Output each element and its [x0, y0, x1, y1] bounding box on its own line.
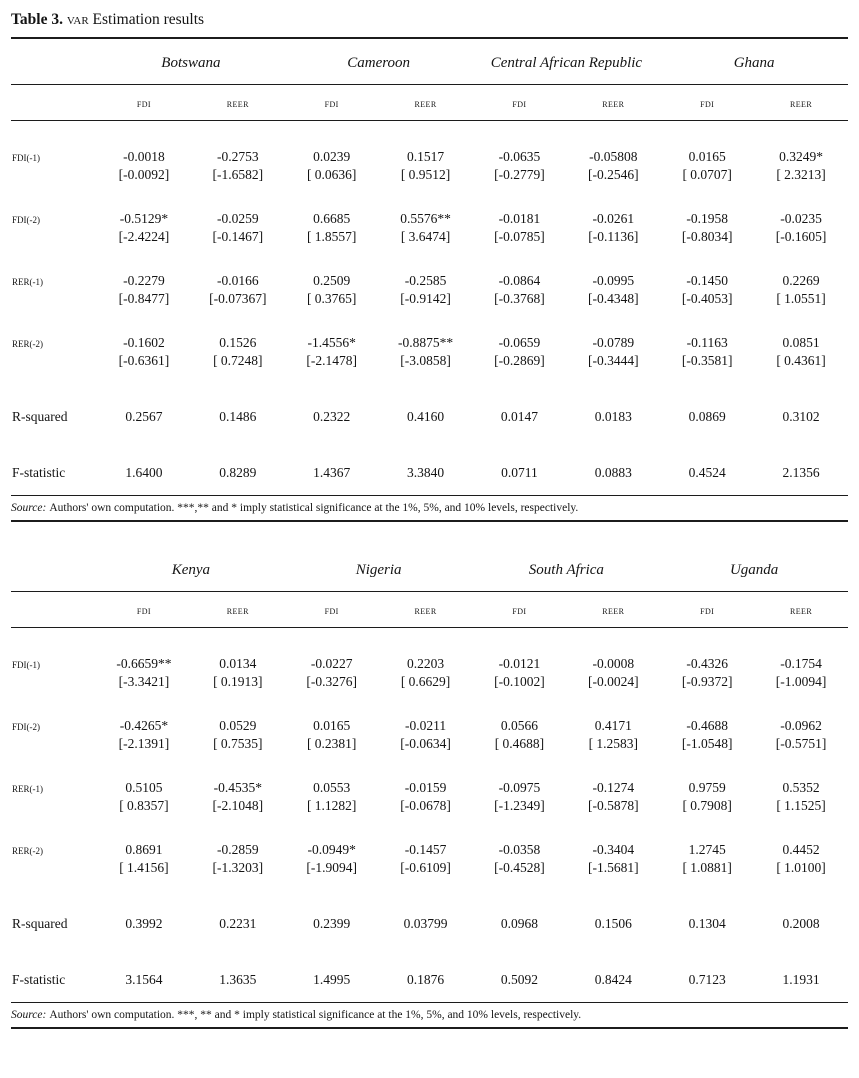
stat-value: 0.2567: [125, 409, 163, 424]
coefficient-value: -0.0227: [310, 656, 353, 671]
row-label-empty: [11, 672, 97, 690]
t-statistic-value: [ 0.9512]: [400, 167, 451, 182]
stat-value: 0.1486: [219, 409, 257, 424]
coefficient-value: -0.1457: [404, 842, 447, 857]
variable-header-row: [11, 592, 848, 628]
t-statistic-value: [-0.0024]: [588, 674, 639, 689]
coefficient-value: 0.0165: [313, 718, 351, 733]
coefficient-value: -0.0159: [404, 780, 447, 795]
t-statistic-row: [11, 858, 848, 876]
coefficient-value: -0.0121: [498, 656, 541, 671]
source-label: Source:: [11, 502, 47, 514]
t-statistic-value: [ 0.2381]: [306, 736, 357, 751]
t-statistic-value: [ 1.0551]: [776, 291, 826, 306]
variable-header: REER: [566, 85, 660, 121]
row-label-empty: [11, 165, 97, 183]
row-label: RER(-1): [12, 273, 43, 288]
stat-value: 1.6400: [97, 425, 191, 496]
t-statistic-value: [-0.4348]: [588, 291, 639, 306]
t-statistic-value: [-0.1136]: [588, 229, 639, 244]
t-statistic-value: [-3.0858]: [400, 353, 451, 368]
coefficient-value: -0.0962: [780, 718, 822, 733]
coefficient-value: -0.0358: [498, 842, 541, 857]
t-statistic-value: [-0.07367]: [209, 291, 267, 306]
row-label: RER(-2): [12, 842, 43, 857]
row-label-empty: [11, 734, 97, 752]
coefficient-value: -0.1450: [686, 273, 728, 288]
coefficient-value: 0.5352: [782, 780, 820, 795]
variable-header: REER: [754, 85, 848, 121]
t-statistic-value: [-0.3276]: [306, 674, 357, 689]
coefficient-value: -0.0018: [123, 149, 165, 164]
table-title-acronym: VAR: [66, 11, 89, 28]
t-statistic-row: [11, 796, 848, 814]
coefficient-value: 0.1526: [219, 335, 257, 350]
source-note: [11, 1003, 848, 1029]
stat-value: 0.5092: [473, 932, 567, 1003]
stat-value: 0.4160: [407, 409, 445, 424]
coefficient-value: -0.0949*: [307, 842, 356, 857]
t-statistic-value: [-0.5751]: [775, 736, 827, 751]
coefficient-value: 0.5105: [125, 780, 163, 795]
t-statistic-value: [-0.9372]: [681, 674, 733, 689]
t-statistic-value: [-0.1002]: [494, 674, 545, 689]
coefficient-value: -0.0659: [498, 335, 541, 350]
t-statistic-value: [-0.6361]: [118, 353, 170, 368]
t-statistic-value: [-1.9094]: [306, 860, 357, 875]
coefficient-value: -0.0995: [592, 273, 635, 288]
coefficient-value: -1.4556*: [307, 335, 356, 350]
row-label: FDI(-1): [12, 656, 40, 671]
stat-value: 0.3992: [125, 916, 163, 931]
coefficient-value: -0.4265*: [119, 718, 169, 733]
stat-value: 0.0869: [688, 409, 726, 424]
stat-value: 1.3635: [191, 932, 285, 1003]
stat-value: 1.4995: [285, 932, 379, 1003]
stat-value: 0.8424: [566, 932, 660, 1003]
t-statistic-value: [-0.8034]: [681, 229, 733, 244]
country-header: Cameroon: [285, 39, 473, 85]
coefficient-value: 1.2745: [688, 842, 726, 857]
stat-value: 1.1931: [754, 932, 848, 1003]
t-statistic-value: [-3.3421]: [118, 674, 170, 689]
coefficient-value: -0.1754: [780, 656, 822, 671]
t-statistic-value: [-0.3581]: [681, 353, 733, 368]
t-statistic-value: [ 1.8557]: [306, 229, 357, 244]
stat-value: 0.8289: [191, 425, 285, 496]
t-statistic-value: [-1.6582]: [212, 167, 264, 182]
t-statistic-value: [ 2.3213]: [776, 167, 826, 182]
coefficient-value: -0.1602: [123, 335, 165, 350]
stat-value: 0.0968: [500, 916, 538, 931]
country-header: Kenya: [97, 546, 285, 592]
coefficient-value: -0.0166: [217, 273, 259, 288]
source-text: Authors' own computation. ***, ** and * imply statistical significance at the 1%, 5%, and 10% levels, respectively.: [49, 1009, 582, 1021]
t-statistic-value: [-0.4528]: [494, 860, 545, 875]
table-title-text: Estimation results: [92, 11, 205, 28]
variable-header: FDI: [285, 592, 379, 628]
variable-header-row: [11, 85, 848, 121]
variable-header: REER: [191, 592, 285, 628]
table-head: [11, 39, 848, 121]
coefficient-row: [11, 245, 848, 289]
summary-stat-row: [11, 369, 848, 425]
t-statistic-value: [-0.2869]: [494, 353, 545, 368]
t-statistic-value: [-2.1048]: [212, 798, 264, 813]
estimation-panel-top: [11, 39, 848, 522]
coefficient-value: 0.0851: [782, 335, 820, 350]
variable-header: REER: [191, 85, 285, 121]
country-header: Nigeria: [285, 546, 473, 592]
stat-label: F-statistic: [11, 425, 97, 496]
stat-value: 0.2399: [313, 916, 351, 931]
t-statistic-value: [ 1.0881]: [682, 860, 732, 875]
row-label-empty: [11, 351, 97, 369]
stat-value: 0.0883: [566, 425, 660, 496]
t-statistic-value: [ 0.0707]: [682, 167, 732, 182]
coefficient-value: -0.0261: [592, 211, 635, 226]
coefficient-row: [11, 690, 848, 734]
coefficient-value: 0.2509: [313, 273, 351, 288]
coefficient-value: -0.0635: [498, 149, 541, 164]
country-header: Uganda: [660, 546, 848, 592]
t-statistic-value: [-1.5681]: [588, 860, 639, 875]
country-header-row: [11, 39, 848, 85]
table-caption: [11, 6, 848, 39]
t-statistic-value: [ 0.7908]: [682, 798, 732, 813]
t-statistic-value: [-0.0092]: [118, 167, 170, 182]
t-statistic-value: [-2.1478]: [306, 353, 357, 368]
variable-header: REER: [379, 592, 473, 628]
coefficient-value: -0.0181: [498, 211, 541, 226]
t-statistic-value: [-0.5878]: [588, 798, 639, 813]
t-statistic-value: [-1.3203]: [212, 860, 264, 875]
country-header: Ghana: [660, 39, 848, 85]
coefficient-value: 0.2203: [407, 656, 445, 671]
t-statistic-value: [-0.3444]: [588, 353, 639, 368]
corner-cell: [11, 39, 97, 85]
coefficient-value: 0.4452: [782, 842, 820, 857]
coefficient-value: -0.0259: [217, 211, 259, 226]
variable-header: FDI: [473, 85, 567, 121]
country-header: South Africa: [473, 546, 661, 592]
coefficient-value: -0.2585: [404, 273, 447, 288]
stat-value: 0.03799: [403, 916, 448, 931]
t-statistic-row: [11, 351, 848, 369]
stat-value: 1.4367: [285, 425, 379, 496]
t-statistic-value: [-0.9142]: [400, 291, 451, 306]
t-statistic-row: [11, 672, 848, 690]
estimation-panel-bottom: [11, 546, 848, 1029]
coefficient-value: 0.0529: [219, 718, 257, 733]
corner-cell: [11, 592, 97, 628]
summary-stat-row: [11, 425, 848, 496]
t-statistic-value: [-0.0785]: [494, 229, 545, 244]
coefficient-value: -0.4535*: [213, 780, 262, 795]
stat-value: 0.1876: [379, 932, 473, 1003]
coefficient-value: -0.0211: [405, 718, 447, 733]
t-statistic-value: [-1.0548]: [681, 736, 733, 751]
t-statistic-value: [ 0.0636]: [306, 167, 357, 182]
variable-header: FDI: [97, 592, 191, 628]
t-statistic-value: [ 0.4361]: [776, 353, 826, 368]
coefficient-value: -0.0008: [592, 656, 635, 671]
stat-value: 2.1356: [754, 425, 848, 496]
t-statistic-value: [ 0.8357]: [119, 798, 169, 813]
variable-header: REER: [566, 592, 660, 628]
coefficient-value: 0.8691: [125, 842, 163, 857]
t-statistic-value: [ 1.4156]: [119, 860, 169, 875]
paper-page: [11, 6, 848, 1029]
t-statistic-value: [ 0.7248]: [213, 353, 263, 368]
coefficient-row: [11, 628, 848, 673]
coefficient-row: [11, 183, 848, 227]
table-body: [11, 121, 848, 496]
coefficient-value: 0.0165: [688, 149, 726, 164]
coefficient-value: 0.0239: [313, 149, 351, 164]
table-head: [11, 546, 848, 628]
coefficient-value: 0.0134: [219, 656, 257, 671]
coefficient-row: [11, 307, 848, 351]
t-statistic-value: [ 0.3765]: [306, 291, 357, 306]
row-label: RER(-2): [12, 335, 43, 350]
t-statistic-value: [-0.2546]: [588, 167, 639, 182]
coefficient-row: [11, 752, 848, 796]
coefficient-value: 0.0566: [500, 718, 538, 733]
variable-header: FDI: [660, 592, 754, 628]
row-label-empty: [11, 858, 97, 876]
t-statistic-value: [ 1.1525]: [776, 798, 826, 813]
t-statistic-value: [ 1.0100]: [776, 860, 826, 875]
stat-value: 0.4524: [660, 425, 754, 496]
coefficient-value: -0.1163: [686, 335, 728, 350]
row-label: FDI(-1): [12, 149, 40, 164]
stat-value: 0.2322: [313, 409, 351, 424]
summary-stat-row: [11, 876, 848, 932]
t-statistic-value: [ 3.6474]: [400, 229, 451, 244]
t-statistic-value: [ 0.6629]: [400, 674, 451, 689]
row-label: FDI(-2): [12, 718, 40, 733]
coefficient-value: -0.05808: [589, 149, 638, 164]
t-statistic-row: [11, 165, 848, 183]
country-header: Botswana: [97, 39, 285, 85]
variable-header: FDI: [97, 85, 191, 121]
t-statistic-value: [-0.2779]: [494, 167, 545, 182]
t-statistic-value: [ 0.1913]: [213, 674, 263, 689]
t-statistic-value: [-0.6109]: [400, 860, 451, 875]
coefficient-value: 0.3249*: [779, 149, 823, 164]
coefficient-value: -0.1274: [592, 780, 635, 795]
coefficient-value: -0.0789: [592, 335, 635, 350]
t-statistic-value: [-0.0678]: [400, 798, 451, 813]
t-statistic-value: [-0.1605]: [775, 229, 827, 244]
t-statistic-value: [-0.3768]: [494, 291, 545, 306]
country-header: Central African Republic: [473, 39, 661, 85]
table-body: [11, 628, 848, 1003]
stat-value: 3.3840: [379, 425, 473, 496]
coefficient-value: 0.2269: [782, 273, 820, 288]
t-statistic-row: [11, 734, 848, 752]
coefficient-value: -0.0975: [498, 780, 541, 795]
coefficient-value: -0.0864: [498, 273, 541, 288]
coefficient-value: 0.0553: [313, 780, 351, 795]
coefficient-value: 0.4171: [594, 718, 632, 733]
t-statistic-value: [ 0.7535]: [213, 736, 263, 751]
stat-value: 0.0711: [473, 425, 567, 496]
coefficient-value: -0.2859: [217, 842, 259, 857]
coefficient-value: -0.1958: [686, 211, 728, 226]
t-statistic-value: [-1.2349]: [494, 798, 545, 813]
coefficient-value: -0.6659**: [116, 656, 172, 671]
coefficient-value: 0.1517: [407, 149, 445, 164]
coefficient-value: -0.4326: [686, 656, 728, 671]
coefficient-value: -0.3404: [592, 842, 635, 857]
coefficient-value: -0.2279: [123, 273, 165, 288]
coefficient-value: 0.6685: [313, 211, 351, 226]
source-note: [11, 496, 848, 522]
source-text: Authors' own computation. ***,** and * imply statistical significance at the 1%, 5%, and 10% levels, respectively.: [49, 502, 579, 514]
stat-value: 0.1506: [594, 916, 632, 931]
coefficient-row: [11, 814, 848, 858]
stat-value: 3.1564: [97, 932, 191, 1003]
stat-value: 0.2231: [219, 916, 257, 931]
row-label-empty: [11, 796, 97, 814]
coefficient-value: -0.0235: [780, 211, 822, 226]
stat-value: 0.1304: [688, 916, 726, 931]
t-statistic-row: [11, 289, 848, 307]
variable-header: REER: [754, 592, 848, 628]
corner-cell: [11, 85, 97, 121]
coefficient-row: [11, 121, 848, 166]
variable-header: REER: [379, 85, 473, 121]
coefficient-value: 0.5576**: [400, 211, 451, 226]
t-statistic-value: [ 1.2583]: [588, 736, 639, 751]
t-statistic-value: [-1.0094]: [775, 674, 827, 689]
estimation-table: [11, 39, 848, 496]
variable-header: FDI: [660, 85, 754, 121]
variable-header: FDI: [285, 85, 379, 121]
summary-stat-row: [11, 932, 848, 1003]
corner-cell: [11, 546, 97, 592]
t-statistic-row: [11, 227, 848, 245]
t-statistic-value: [-0.4053]: [681, 291, 733, 306]
variable-header: FDI: [473, 592, 567, 628]
coefficient-value: -0.8875**: [398, 335, 454, 350]
t-statistic-value: [-0.1467]: [212, 229, 264, 244]
t-statistic-value: [-0.0634]: [400, 736, 451, 751]
table-number: Table 3.: [11, 11, 63, 28]
t-statistic-value: [-0.8477]: [118, 291, 170, 306]
coefficient-value: -0.2753: [217, 149, 259, 164]
t-statistic-value: [-2.4224]: [118, 229, 170, 244]
coefficient-value: -0.5129*: [119, 211, 169, 226]
stat-value: 0.0183: [594, 409, 632, 424]
stat-value: 0.3102: [782, 409, 820, 424]
stat-value: 0.7123: [660, 932, 754, 1003]
t-statistic-value: [ 1.1282]: [306, 798, 357, 813]
row-label: FDI(-2): [12, 211, 40, 226]
t-statistic-value: [ 0.4688]: [494, 736, 545, 751]
row-label-empty: [11, 227, 97, 245]
coefficient-value: 0.9759: [688, 780, 726, 795]
country-header-row: [11, 546, 848, 592]
coefficient-value: -0.4688: [686, 718, 728, 733]
source-label: Source:: [11, 1009, 47, 1021]
stat-label: R-squared: [12, 409, 68, 424]
stat-label: R-squared: [12, 916, 68, 931]
row-label-empty: [11, 289, 97, 307]
estimation-table: [11, 546, 848, 1003]
stat-value: 0.0147: [500, 409, 538, 424]
row-label: RER(-1): [12, 780, 43, 795]
t-statistic-value: [-2.1391]: [118, 736, 170, 751]
stat-value: 0.2008: [782, 916, 820, 931]
stat-label: F-statistic: [11, 932, 97, 1003]
